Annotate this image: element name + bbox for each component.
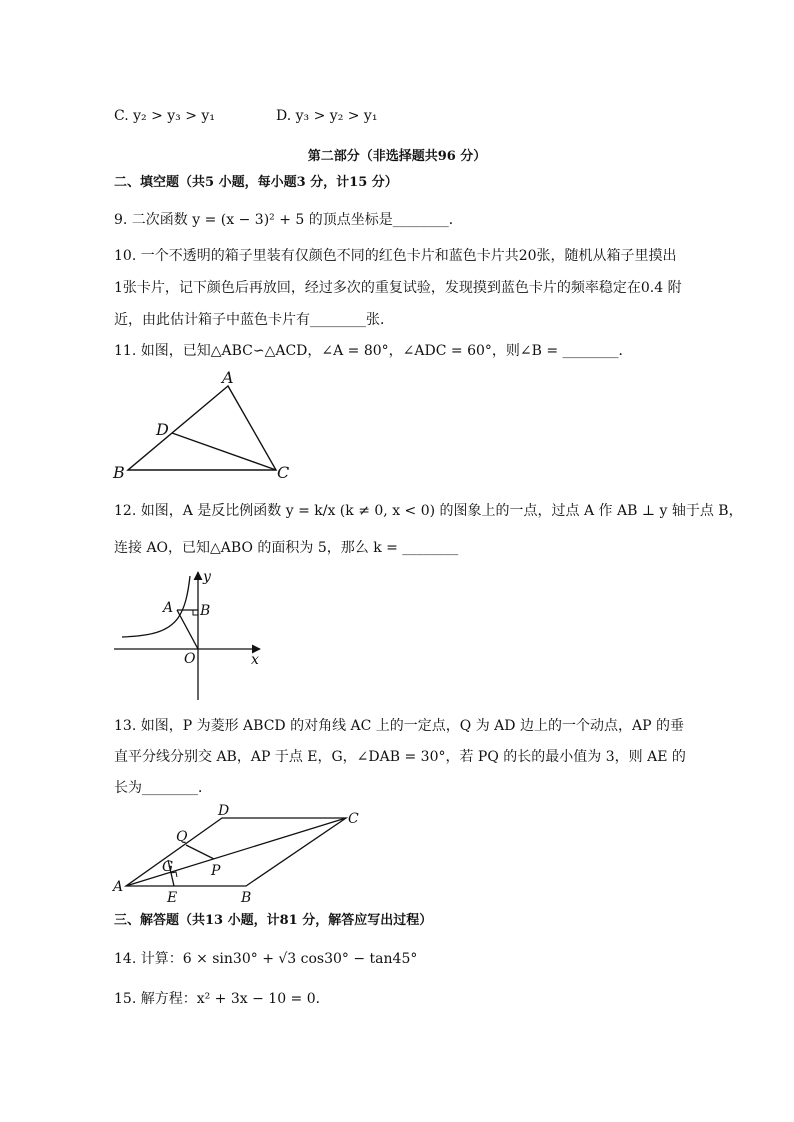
hyperbola-curve (122, 576, 190, 637)
label-g: G (162, 859, 174, 875)
q12-graph-figure (110, 566, 270, 702)
label-b: B (113, 463, 125, 482)
label-c: C (348, 811, 359, 827)
question-12-line1: 12. 如图，A 是反比例函数 y = k/x (k ≠ 0, x < 0) 的图象上的一点，过点 A 作 AB ⊥ y 轴于点 B， (114, 503, 743, 519)
label-c: C (277, 463, 290, 482)
diagonal-ac (126, 818, 346, 886)
q8-option-c: C. y₂ > y₃ > y₁ (114, 108, 215, 124)
label-b: B (200, 603, 211, 619)
right-angle-mark (193, 610, 198, 615)
label-a: A (163, 600, 174, 616)
q8-option-d: D. y₃ > y₂ > y₁ (276, 108, 378, 124)
question-10-line1: 10. 一个不透明的箱子里装有仅颜色不同的红色卡片和蓝色卡片共20张，随机从箱子里摸出 (114, 248, 677, 264)
segment-dc (172, 433, 276, 470)
question-13-line3: 长为________． (114, 780, 212, 796)
label-e: E (167, 890, 178, 903)
q13-rhombus-figure (110, 803, 370, 903)
label-x: x (251, 652, 259, 668)
label-q: Q (176, 829, 188, 845)
question-9: 9. 二次函数 y = (x − 3)² + 5 的顶点坐标是________． (114, 212, 463, 228)
question-10-line2: 1张卡片，记下颜色后再放回，经过多次的重复试验，发现摸到蓝色卡片的频率稳定在0.4 附 (114, 280, 682, 296)
question-12-line2: 连接 AO，已知△ABO 的面积为 5，那么 k = ________ (114, 540, 459, 556)
label-o: O (184, 651, 196, 667)
label-a: A (113, 879, 124, 895)
label-b: B (241, 890, 252, 903)
triangle-abc (128, 386, 276, 470)
label-p: P (211, 863, 221, 879)
q11-triangle-figure (110, 370, 300, 482)
question-11: 11. 如图，已知△ABC∽△ACD，∠A = 80°，∠ADC = 60°，则∠B = ________． (114, 343, 633, 359)
section2-title: 二、填空题（共5 小题，每小题3 分，计15 分） (114, 175, 398, 190)
segment-pq (186, 845, 214, 859)
part2-title: 第二部分（非选择题共96 分） (307, 149, 487, 164)
label-y: y (203, 569, 211, 585)
question-13-line1: 13. 如图，P 为菱形 ABCD 的对角线 AC 上的一定点，Q 为 AD 边上的一个动点，AP 的垂 (114, 718, 684, 734)
label-d: D (156, 420, 169, 439)
segment-ao (177, 610, 198, 649)
question-14: 14. 计算：6 × sin30° + √3 cos30° − tan45° (114, 951, 418, 967)
label-a: A (222, 370, 234, 387)
question-10-line3: 近，由此估计箱子中蓝色卡片有________张． (114, 312, 394, 328)
question-15: 15. 解方程：x² + 3x − 10 = 0． (114, 991, 330, 1007)
label-d: D (218, 803, 230, 819)
section3-title: 三、解答题（共13 小题，计81 分，解答应写出过程） (114, 913, 433, 928)
question-13-line2: 直平分线分别交 AB，AP 于点 E，G，∠DAB = 30°，若 PQ 的长的最小值为 3，则 AE 的 (114, 749, 686, 765)
